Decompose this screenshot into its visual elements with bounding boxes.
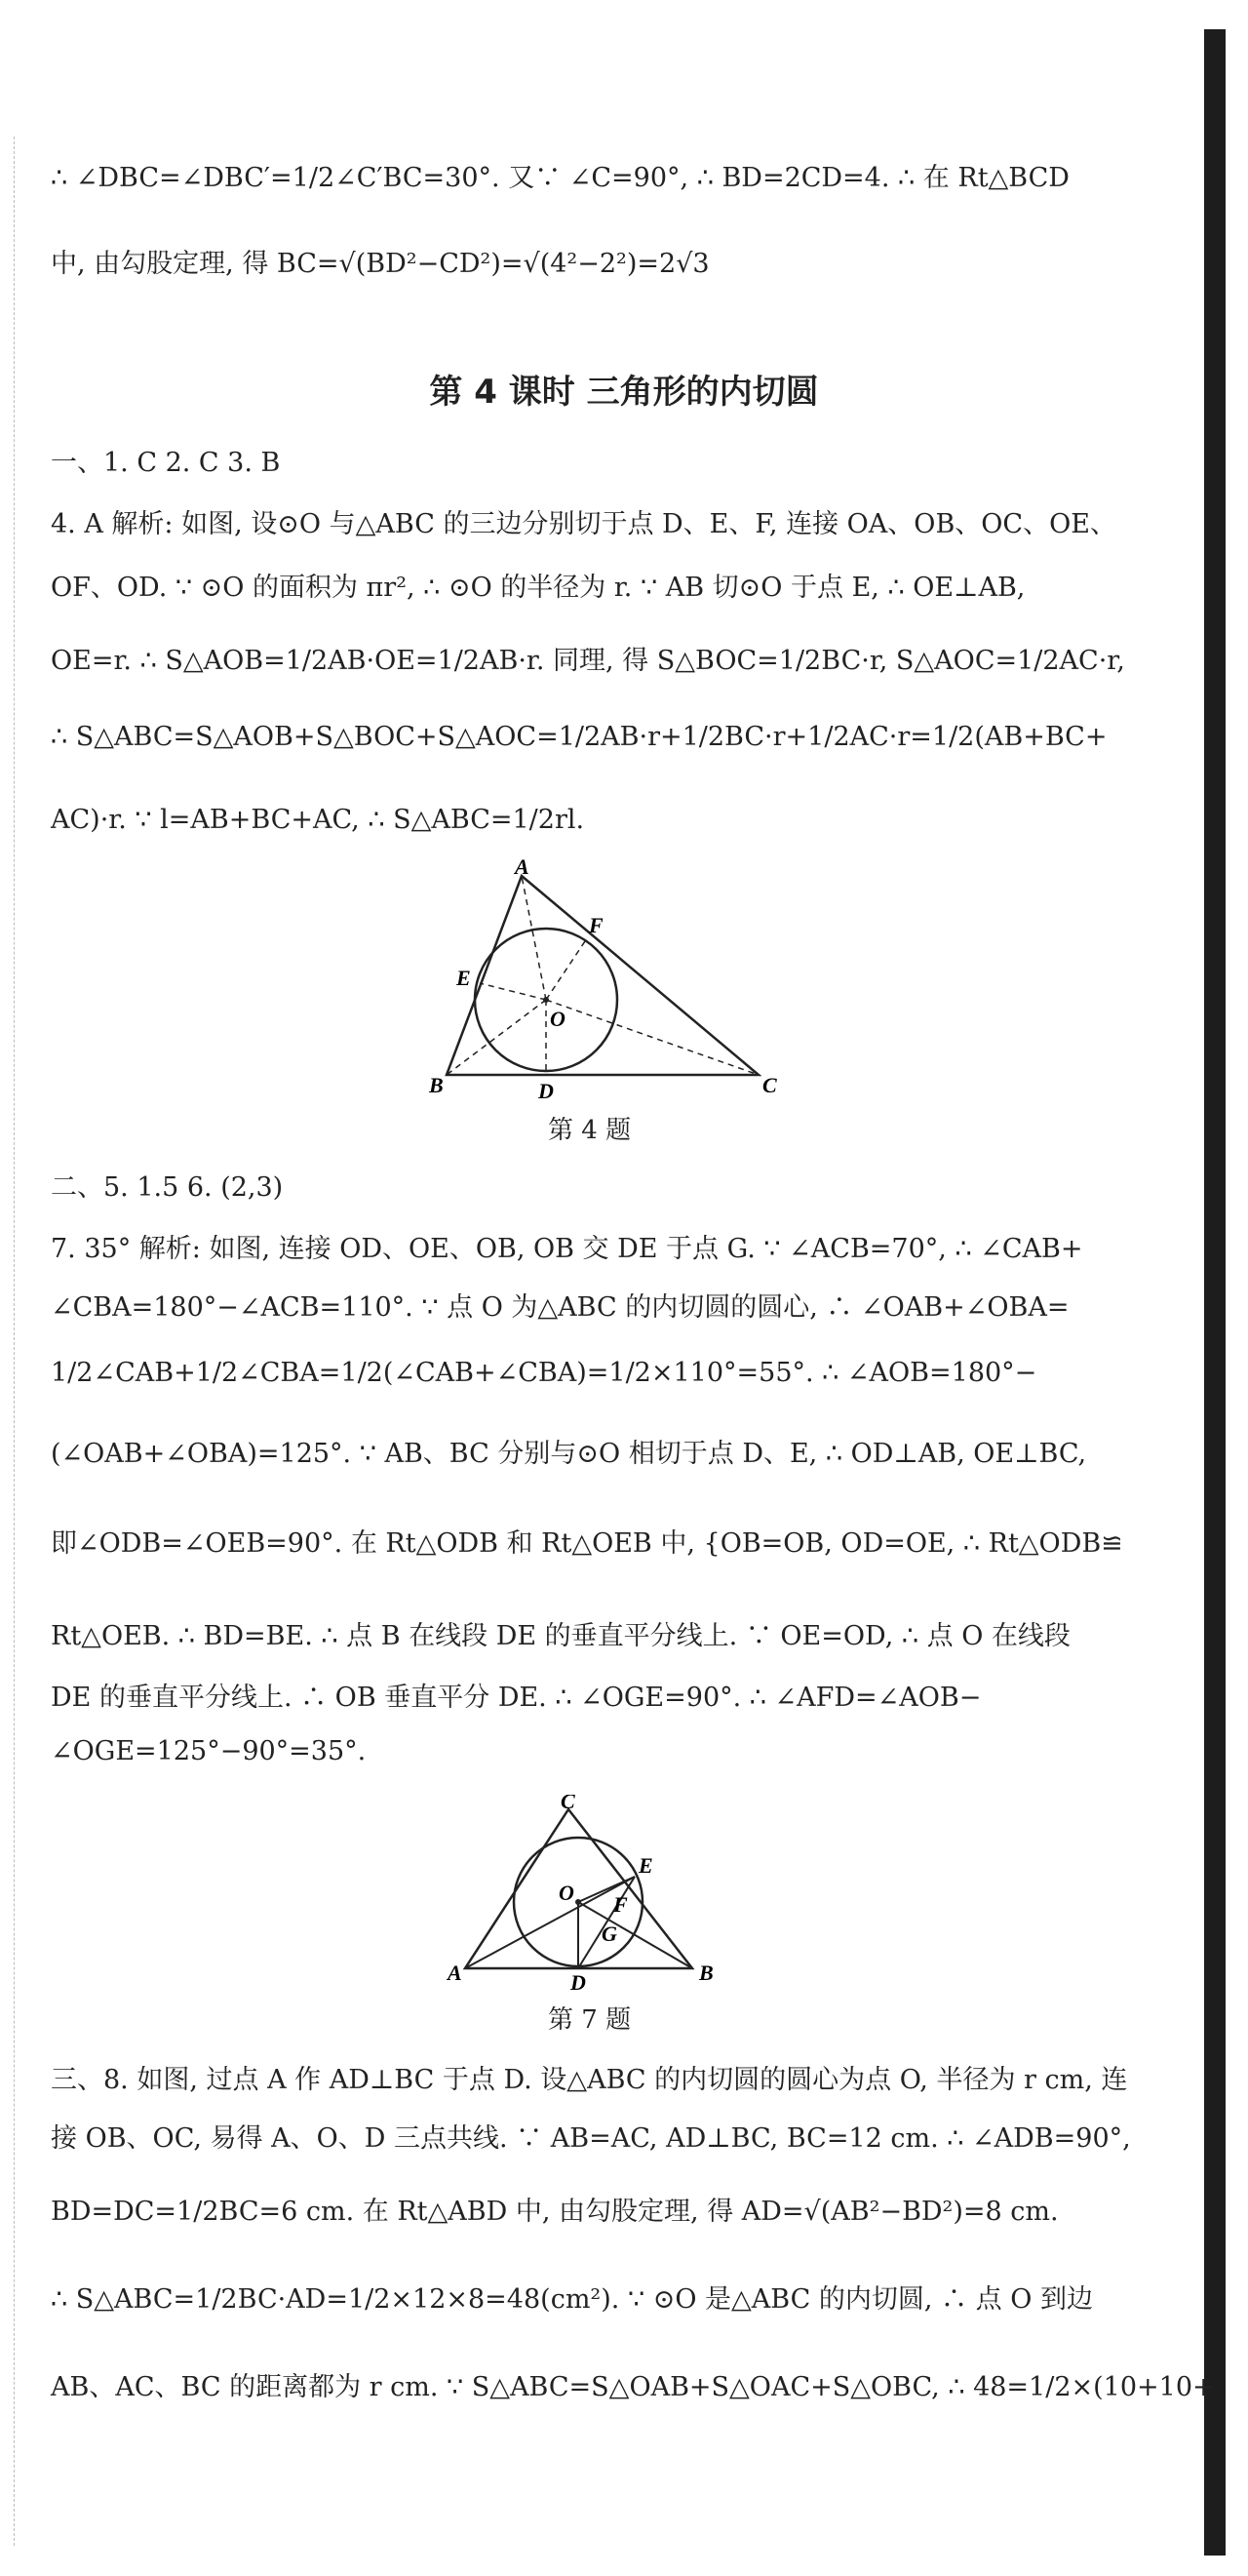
answer-line: 一、1. C 2. C 3. B bbox=[51, 448, 281, 478]
point-label-D: D bbox=[570, 1970, 586, 1990]
text-line: 接 OB、OC, 易得 A、O、D 三点共线. ∵ AB=AC, AD⊥BC, BC=12 cm. ∴ ∠ADB=90°, bbox=[51, 2123, 1131, 2154]
text-line: DE 的垂直平分线上. ∴ OB 垂直平分 DE. ∴ ∠OGE=90°. ∴ ∠AFD=∠AOB− bbox=[51, 1683, 982, 1713]
point-label-O: O bbox=[559, 1881, 574, 1905]
point-label-G: G bbox=[602, 1922, 617, 1946]
point-label-F: F bbox=[589, 913, 604, 937]
text-line: ∴ S△ABC=1/2BC·AD=1/2×12×8=48(cm²). ∵ ⊙O 是△ABC 的内切圆, ∴ 点 O 到边 bbox=[51, 2284, 1093, 2315]
point-label-F: F bbox=[613, 1892, 628, 1917]
text-line: 1/2∠CAB+1/2∠CBA=1/2(∠CAB+∠CBA)=1/2×110°=55°. ∴ ∠AOB=180°− bbox=[51, 1358, 1037, 1388]
text-line: ∴ ∠DBC=∠DBC′=1/2∠C′BC=30°. 又∵ ∠C=90°, ∴ BD=2CD=4. ∴ 在 Rt△BCD bbox=[51, 163, 1070, 193]
point-label-O: O bbox=[550, 1007, 566, 1031]
point-label-E: E bbox=[456, 966, 471, 990]
text-line: BD=DC=1/2BC=6 cm. 在 Rt△ABD 中, 由勾股定理, 得 AD=√(AB²−BD²)=8 cm. bbox=[51, 2197, 1059, 2227]
point-label-C: C bbox=[561, 1795, 575, 1813]
section-heading: 第 4 课时 三角形的内切圆 bbox=[429, 373, 819, 412]
text-line: 4. A 解析: 如图, 设⊙O 与△ABC 的三边分别切于点 D、E、F, 连接 OA、OB、OC、OE、 bbox=[51, 509, 1116, 539]
answer-line: 二、5. 1.5 6. (2,3) bbox=[51, 1172, 284, 1203]
text-line: AC)·r. ∵ l=AB+BC+AC, ∴ S△ABC=1/2rl. bbox=[51, 805, 585, 835]
point-label-B: B bbox=[699, 1961, 714, 1985]
text-line: 三、8. 如图, 过点 A 作 AD⊥BC 于点 D. 设△ABC 的内切圆的圆心为点 O, 半径为 r cm, 连 bbox=[51, 2065, 1128, 2095]
text-line: ∴ S△ABC=S△AOB+S△BOC+S△AOC=1/2AB·r+1/2BC·r+1/2AC·r=1/2(AB+BC+ bbox=[51, 722, 1108, 752]
point-label-D: D bbox=[538, 1079, 554, 1102]
point-label-A: A bbox=[448, 1961, 462, 1985]
text-line: 7. 35° 解析: 如图, 连接 OD、OE、OB, OB 交 DE 于点 G. ∵ ∠ACB=70°, ∴ ∠CAB+ bbox=[51, 1234, 1083, 1264]
figure-4-caption: 第 4 题 bbox=[548, 1116, 632, 1145]
text-line: OF、OD. ∵ ⊙O 的面积为 πr², ∴ ⊙O 的半径为 r. ∵ AB 切⊙O 于点 E, ∴ OE⊥AB, bbox=[51, 573, 1026, 603]
text-line: ∠OGE=125°−90°=35°. bbox=[51, 1736, 367, 1766]
binding-margin-rule bbox=[14, 137, 16, 2546]
point-label-A: A bbox=[515, 858, 529, 879]
point-label-B: B bbox=[429, 1073, 444, 1097]
figure-4-diagram bbox=[410, 858, 800, 1102]
text-line: Rt△OEB. ∴ BD=BE. ∴ 点 B 在线段 DE 的垂直平分线上. ∵ OE=OD, ∴ 点 O 在线段 bbox=[51, 1621, 1071, 1651]
text-line: AB、AC、BC 的距离都为 r cm. ∵ S△ABC=S△OAB+S△OAC+S△OBC, ∴ 48=1/2×(10+10+ bbox=[51, 2372, 1215, 2402]
point-label-C: C bbox=[762, 1073, 777, 1097]
point-label-E: E bbox=[639, 1853, 653, 1878]
text-line: 中, 由勾股定理, 得 BC=√(BD²−CD²)=√(4²−2²)=2√3 bbox=[51, 249, 710, 279]
text-line: 即∠ODB=∠OEB=90°. 在 Rt△ODB 和 Rt△OEB 中, {OB=OB, OD=OE, ∴ Rt△ODB≌ bbox=[51, 1528, 1123, 1559]
text-line: (∠OAB+∠OBA)=125°. ∵ AB、BC 分别与⊙O 相切于点 D、E, ∴ OD⊥AB, OE⊥BC, bbox=[51, 1439, 1087, 1469]
figure-7-caption: 第 7 题 bbox=[548, 2005, 632, 2035]
text-line: ∠CBA=180°−∠ACB=110°. ∵ 点 O 为△ABC 的内切圆的圆心, ∴ ∠OAB+∠OBA= bbox=[51, 1292, 1070, 1323]
text-line: OE=r. ∴ S△AOB=1/2AB·OE=1/2AB·r. 同理, 得 S△BOC=1/2BC·r, S△AOC=1/2AC·r, bbox=[51, 646, 1125, 676]
figure-7-diagram bbox=[444, 1795, 756, 1990]
